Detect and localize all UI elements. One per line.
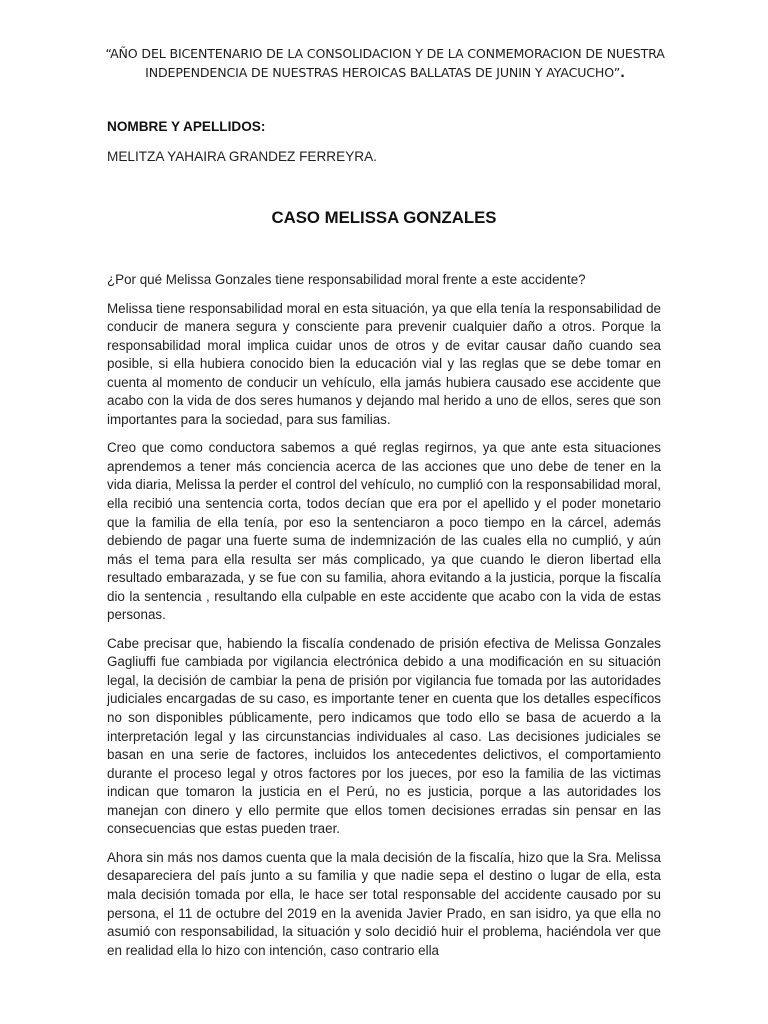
student-name: MELITZA YAHAIRA GRANDEZ FERREYRA. bbox=[107, 149, 377, 164]
question: ¿Por qué Melissa Gonzales tiene responsabilidad moral frente a este accidente? bbox=[107, 272, 586, 287]
name-label: NOMBRE Y APELLIDOS: bbox=[107, 119, 266, 134]
header-line-2-text: INDEPENDENCIA DE NUESTRAS HEROICAS BALLATAS DE JUNIN Y AYACUCHO” bbox=[145, 65, 621, 80]
header-line-2 bbox=[100, 63, 670, 82]
header-line-2-end: . bbox=[620, 65, 625, 80]
paragraph-3: Cabe precisar que, habiendo la fiscalía condenado de prisión efectiva de Melissa Gonzales Gagliuffi fue cambiada por vigilancia electrónica debido a una modificación en su situación legal, la decisión de cambiar la pena de prisión por vigilancia fue tomada por las autoridades judiciales encargadas de su caso, es importante tener en cuenta que los detalles específicos no son disponibles públicamente, pero indicamos que todo ello se basa de acuerdo a la interpretación legal y las circunstancias individuales al caso. Las decisiones judiciales se basan en una serie de factores, incluidos los antecedentes delictivos, el comportamiento durante el proceso legal y otros factores por los jueces, por eso la familia de las victimas indican que tomaron la justicia en el Perú, no es justicia, porque a las autoridades los manejan con dinero y ello permite que ellos tomen decisiones erradas sin pensar en las consecuencias que estas pueden traer. bbox=[107, 635, 661, 837]
paragraph-4: Ahora sin más nos damos cuenta que la mala decisión de la fiscalía, hizo que la Sra. Melissa desapareciera del país junto a su familia y que nadie sepa el destino o lugar de ella, esta mala decisión tomada por ella, le hace ser total responsable del accidente causado por su persona, el 11 de octubre del 2019 en la avenida Javier Prado, en san isidro, ya que ella no asumió con responsabilidad, la situación y solo decidió huir el problema, haciéndola ver que en realidad ella lo hizo con intención, caso contrario ella bbox=[107, 849, 661, 958]
document-title: CASO MELISSA GONZALES bbox=[271, 208, 497, 227]
paragraph-1: Melissa tiene responsabilidad moral en esta situación, ya que ella tenía la responsabilidad de conducir de manera segura y consciente para prevenir cualquier daño a otros. Porque la responsabilidad moral implica cuidar unos de otros y de evitar causar daño cuando sea posible, si ella hubiera conocido bien la educación vial y las reglas que se debe tomar en cuenta al momento de conducir un vehículo, ella jamás hubiera causado ese accidente que acabo con la vida de dos seres humanos y dejando mal herido a uno de ellos, seres que son importantes para la sociedad, para sus familias. bbox=[107, 300, 661, 427]
header-line-1: “AÑO DEL BICENTENARIO DE LA CONSOLIDACION Y DE LA CONMEMORACION DE NUESTRA bbox=[105, 46, 665, 61]
document-header bbox=[100, 44, 670, 82]
paragraph-2: Creo que como conductora sabemos a qué reglas regirnos, ya que ante esta situaciones aprendemos a tener más conciencia acerca de las acciones que uno debe de tener en la vida diaria, Melissa la perder el control del vehículo, no cumplió con la responsabilidad moral, ella recibió una sentencia corta, todos decían que era por el apellido y el poder monetario que la familia de ella tenía, por eso la sentenciaron a poco tiempo en la cárcel, además debiendo de pagar una fuerte suma de indemnización de las cuales ella no cumplió, y aún más el tema para ella resulta ser más complicado, ya que cuando le dieron libertad ella resultado embarazada, y se fue con su familia, ahora evitando a la justicia, porque la fiscalía dio la sentencia , resultando ella culpable en este accidente que acabo con la vida de estas personas. bbox=[107, 440, 661, 623]
document-body bbox=[107, 271, 661, 970]
